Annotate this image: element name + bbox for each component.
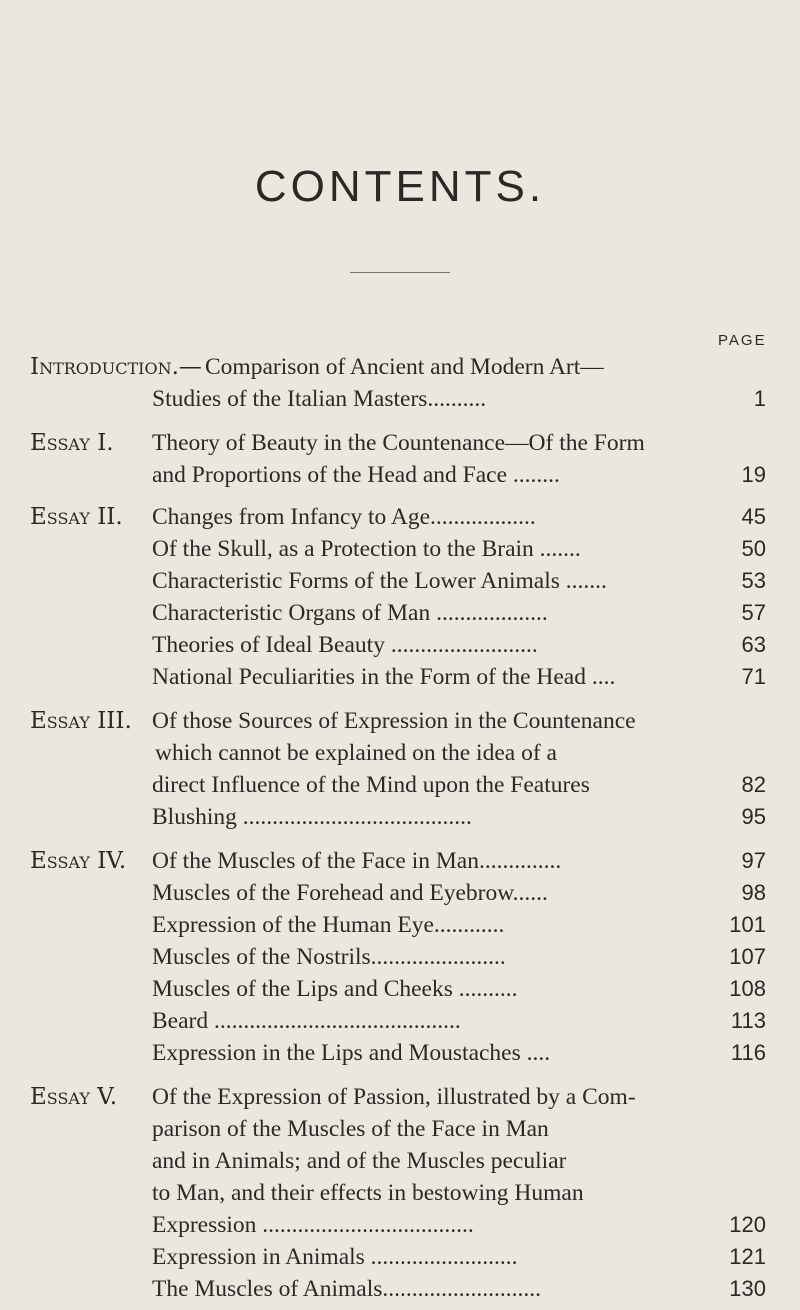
introduction-label: Introduction.— [30,354,202,380]
toc-entry [0,770,800,800]
toc-entry [0,846,800,876]
toc-entry-title: Expression .................................... [152,1212,474,1238]
toc-entry [0,534,800,564]
toc-entry-page-number: 130 [729,1276,766,1301]
toc-entry [0,598,800,628]
essay-label: Essay V. [30,1084,118,1110]
essay-label: Essay III. [30,708,132,734]
toc-entry [0,738,800,768]
toc-entry-title: direct Influence of the Mind upon the Features [152,772,590,798]
toc-entry-title: Expression in Animals ......................... [152,1244,518,1270]
toc-entry [0,706,800,736]
toc-entry [0,1178,800,1208]
toc-entry [0,1274,800,1304]
toc-entry [0,1114,800,1144]
toc-entry-page-number: 113 [730,1008,766,1033]
toc-entry-page-number: 121 [729,1244,766,1269]
essay-label: Essay IV. [30,848,127,874]
toc-entry-title: Of the Expression of Passion, illustrated by a Com- [152,1084,636,1110]
toc-entry-title: Theory of Beauty in the Countenance—Of the Form [152,430,645,456]
page-title: CONTENTS. [254,162,546,211]
toc-entry-title: Muscles of the Nostrils....................... [152,944,506,970]
toc-entry-title: Comparison of Ancient and Modern Art— [205,354,604,380]
toc-entry-title: and Proportions of the Head and Face ........ [152,462,560,488]
toc-entry-page-number: 19 [741,462,766,487]
toc-entry-title: Beard .......................................... [152,1008,461,1034]
toc-entry-page-number: 116 [730,1040,766,1065]
toc-entry-page-number: 120 [729,1212,766,1237]
toc-entry-title: Expression in the Lips and Moustaches .... [152,1040,551,1066]
toc-entry-page-number: 98 [741,880,766,905]
toc-entry-page-number: 95 [741,804,766,829]
toc-entry [0,1146,800,1176]
toc-entry-title: National Peculiarities in the Form of the Head .... [152,664,616,690]
toc-entry [0,942,800,972]
toc-entry [0,1210,800,1240]
toc-entry-title: Muscles of the Lips and Cheeks .......... [152,976,518,1002]
toc-entry-title: Of those Sources of Expression in the Countenance [152,708,636,734]
title-rule [350,272,450,273]
toc-entry [0,566,800,596]
toc-entry [0,974,800,1004]
toc-entry-title: Characteristic Organs of Man ................... [152,600,548,626]
toc-entry-page-number: 45 [741,504,766,529]
toc-entry [0,352,800,382]
toc-entry-title: Studies of the Italian Masters.......... [152,386,487,412]
toc-entry [0,910,800,940]
toc-entry [0,1006,800,1036]
toc-entry-page-number: 97 [741,848,766,873]
toc-entry-title: which cannot be explained on the idea of a [155,740,557,766]
toc-entry-title: The Muscles of Animals........................... [152,1276,542,1302]
toc-entry [0,1082,800,1112]
toc-entry-page-number: 71 [741,664,766,689]
toc-entry [0,630,800,660]
toc-entry-page-number: 101 [729,912,766,937]
toc-entry-page-number: 53 [741,568,766,593]
toc-entry-page-number: 107 [729,944,766,969]
toc-entry-title: Of the Muscles of the Face in Man.............. [152,848,562,874]
toc-entry-title: Expression of the Human Eye............ [152,912,505,938]
toc-entry [0,802,800,832]
toc-entry-page-number: 108 [729,976,766,1001]
toc-entry-page-number: 57 [741,600,766,625]
toc-entry [0,384,800,414]
toc-entry-title: and in Animals; and of the Muscles peculiar [152,1148,567,1174]
toc-entry [0,460,800,490]
toc-entry [0,1242,800,1272]
toc-entry [0,428,800,458]
toc-entry-page-number: 82 [741,772,766,797]
toc-entry [0,502,800,532]
essay-label: Essay I. [30,430,114,456]
toc-entry-title: parison of the Muscles of the Face in Man [152,1116,549,1142]
toc-entry-title: Of the Skull, as a Protection to the Brain ....... [152,536,581,562]
toc-entry-page-number: 63 [741,632,766,657]
toc-entry-page-number: 50 [741,536,766,561]
toc-entry-page-number: 1 [753,386,766,411]
essay-label: Essay II. [30,504,123,530]
toc-entry [0,662,800,692]
toc-entry-title: Changes from Infancy to Age.................. [152,504,536,530]
toc-entry-title: Characteristic Forms of the Lower Animals ....... [152,568,607,594]
toc-entry-title: to Man, and their effects in bestowing Human [152,1180,584,1206]
toc-entry [0,878,800,908]
toc-entry-title: Theories of Ideal Beauty ......................... [152,632,538,658]
toc-entry-title: Muscles of the Forehead and Eyebrow...... [152,880,548,906]
toc-entry-title: Blushing ....................................... [152,804,472,830]
toc-entry [0,1038,800,1068]
page-column-heading: PAGE [718,332,767,349]
